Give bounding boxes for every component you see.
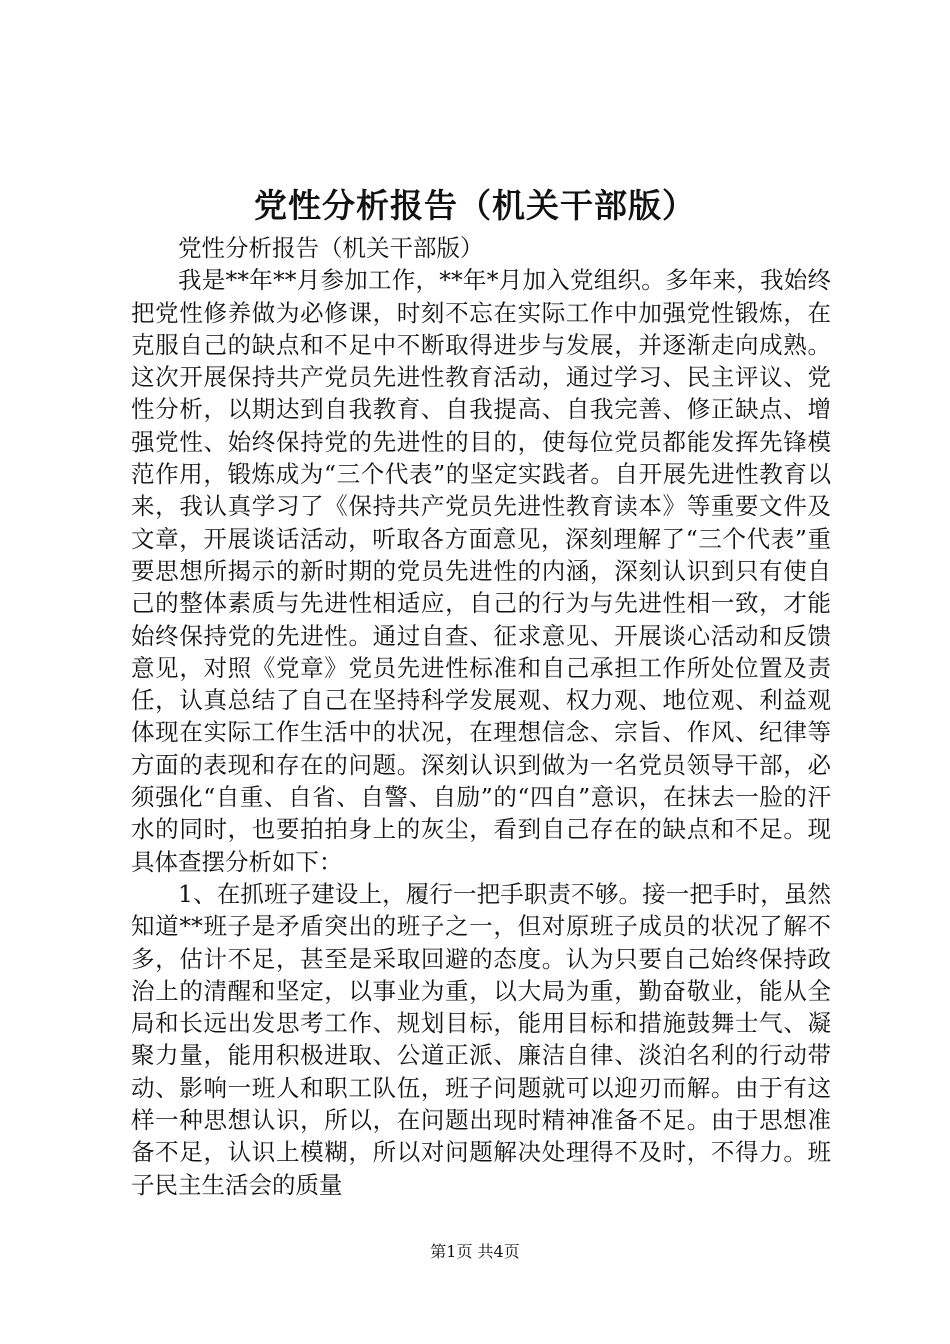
point-one-paragraph: 1、在抓班子建设上，履行一把手职责不够。接一把手时，虽然知道**班子是矛盾突出的班子之一，但对原班子成员的状况了解不多，估计不足，甚至是采取回避的态度。认为只要自己始终保持政治上的清醒和坚定，以事业为重，以大局为重，勤奋敬业，能从全局和长远出发思考工作、规划目标，能用目标和措施鼓舞士气、凝聚力量，能用积极进取、公道正派、廉洁自律、淡泊名利的行动带动、影响一班人和职工队伍，班子问题就可以迎刃而解。由于有这样一种思想认识，所以，在问题出现时精神准备不足。由于思想准备不足，认识上模糊，所以对问题解决处理得不及时，不得力。班子民主生活会的质量 — [131, 879, 831, 1199]
document-body — [131, 232, 831, 1201]
document-title: 党性分析报告（机关干部版） — [254, 186, 696, 225]
page-number-footer: 第1页 共4页 — [430, 1242, 520, 1261]
intro-paragraph: 我是**年**月参加工作，**年*月加入党组织。多年来，我始终把党性修养做为必修课，时刻不忘在实际工作中加强党性锻炼，在克服自己的缺点和不足中不断取得进步与发展，并逐渐走向成熟。这次开展保持共产党员先进性教育活动，通过学习、民主评议、党性分析，以期达到自我教育、自我提高、自我完善、修正缺点、增强党性、始终保持党的先进性的目的，使每位党员都能发挥先锋模范作用，锻炼成为“三个代表”的坚定实践者。自开展先进性教育以来，我认真学习了《保持共产党员先进性教育读本》等重要文件及文章，开展谈话活动，听取各方面意见，深刻理解了“三个代表”重要思想所揭示的新时期的党员先进性的内涵，深刻认识到只有使自己的整体素质与先进性相适应，自己的行为与先进性相一致，才能始终保持党的先进性。通过自查、征求意见、开展谈心活动和反馈意见，对照《党章》党员先进性标准和自己承担工作所处位置及责任，认真总结了自己在坚持科学发展观、权力观、地位观、利益观体现在实际工作生活中的状况，在理想信念、宗旨、作风、纪律等方面的表现和存在的问题。深刻认识到做为一名党员领导干部，必须强化“自重、自省、自警、自励”的“四自”意识，在抹去一脸的汗水的同时，也要拍拍身上的灰尘，看到自己存在的缺点和不足。现具体查摆分析如下： — [131, 266, 831, 876]
subtitle-paragraph: 党性分析报告（机关干部版） — [178, 234, 484, 262]
